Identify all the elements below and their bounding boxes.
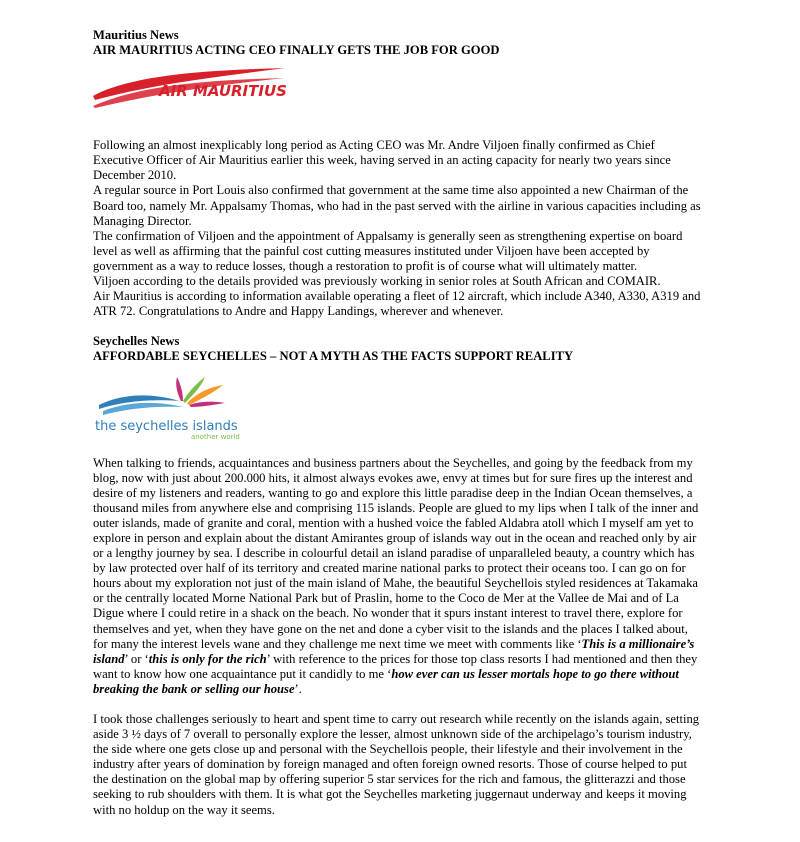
seychelles-logo-title: the seychelles islands bbox=[95, 418, 238, 434]
seychelles-paragraph-2: I took those challenges seriously to heart and spent time to carry out research while recently on the islands again, setting aside 3 ½ days of 7 overall to personally explore the lesser, almost unknown side of the archipelago’s tourism industry, the side where one gets close up and personal with the Seychellois people, their lifestyle and their involvement in the industry after years of domination by foreign managed and often foreign owned resorts. Those of course helped to put the destination on the global map by offering superior 5 star services for the rich and famous, the glitterazzi and those seeking to rub shoulders with them. It is what got the Seychelles marketing juggernaut underway and keeps it moving with no holdup on the way it seems. bbox=[93, 712, 700, 817]
headline-seychelles: AFFORDABLE SEYCHELLES – NOT A MYTH AS THE FACTS SUPPORT REALITY bbox=[93, 349, 574, 364]
seychelles-islands-logo bbox=[93, 371, 245, 441]
sey-p1-part-d: ’. bbox=[294, 681, 302, 696]
air-paragraph-2: A regular source in Port Louis also confirmed that government at the same time also appointed a new Chairman of the Board too, namely Mr. Appalsamy Thomas, who had in the past served with the airline in various capacities including as Managing Director. bbox=[93, 183, 701, 228]
sey-p1-part-a: When talking to friends, acquaintances and business partners about the Seychelles, and going by the feedback from my blog, now with just about 200.000 hits, it almost always evokes awe, envy at times but for sure fires up the interest and desire of my listeners and readers, wanting to go and explore this little paradise deep in the Indian Ocean themselves, a thousand miles from anywhere else and comprising 115 islands. People are glued to my lips when I talk of the inner and outer islands, made of granite and coral, mention with a hushed voice the fabled Aldabra atoll which I myself am yet to explore in person and explain about the distant Amirantes group of islands way out in the ocean and reached only by air or a lengthy journey by sea. I describe in colourful detail an island paradise of unparalleled beauty, a country which has by law protected over half of its territory and created marine national parks to protect their oceans too. I can go on for hours about my exploration not just of the main island of Mahe, the beautiful Seychellois styled residences at Takamaka or the centrally located Morne National Park but of Praslin, home to the Coco de Mer at the Vallee de Mai and of La Digue where I could retire in a shack on the beach. No wonder that it spurs instant interest to travel there, explore for themselves and yet, when they have gone on the net and done a cyber visit to the islands and the places I talked about, for many the interest levels wane and they challenge me next time we meet with comments like ‘ bbox=[93, 455, 699, 651]
sey-p1-part-c: ’ with reference to the prices for those top class resorts I had mentioned and then they want to know how one acquaintance put it candidly to me ‘ bbox=[93, 651, 698, 681]
air-paragraph-1: Following an almost inexplicably long period as Acting CEO was Mr. Andre Viljoen finally confirmed as Chief Executive Officer of Air Mauritius earlier this week, having served in an acting capacity for nearly two years since December 2010. bbox=[93, 138, 671, 183]
headline-air-mauritius: AIR MAURITIUS ACTING CEO FINALLY GETS THE JOB FOR GOOD bbox=[93, 43, 500, 58]
air-mauritius-logo bbox=[93, 66, 288, 108]
section-label-mauritius: Mauritius News bbox=[93, 28, 179, 42]
article-page bbox=[93, 28, 705, 818]
seychelles-logo-tagline: another world bbox=[191, 432, 240, 441]
seychelles-paragraph-1 bbox=[93, 456, 705, 698]
air-paragraph-4: Viljoen according to the details provided was previously working in senior roles at South African and COMAIR. bbox=[93, 274, 661, 289]
air-paragraph-5: Air Mauritius is according to information available operating a fleet of 12 aircraft, which include A340, A330, A319 and ATR 72. Congratulations to Andre and Happy Landings, wherever and whenever. bbox=[93, 289, 701, 319]
quote-only-rich: this is only for the rich bbox=[148, 651, 267, 666]
quote-lesser-mortals: how ever can us lesser mortals hope to go there without breaking the bank or selling our house bbox=[93, 666, 679, 696]
air-mauritius-logo-text: AIR MAURITIUS bbox=[159, 82, 287, 101]
quote-millionaire: This is a millionaire’s island bbox=[93, 636, 695, 666]
sey-p1-part-b: ’ or ‘ bbox=[124, 651, 149, 666]
section-label-seychelles: Seychelles News bbox=[93, 334, 180, 349]
air-paragraph-3: The confirmation of Viljoen and the appointment of Appalsamy is generally seen as strengthening expertise on board level as well as affirming that the painful cost cutting measures instituted under Viljoen have been accepted by government as a way to reduce losses, though a restoration to profit is of course what will ultimately matter. bbox=[93, 228, 683, 273]
